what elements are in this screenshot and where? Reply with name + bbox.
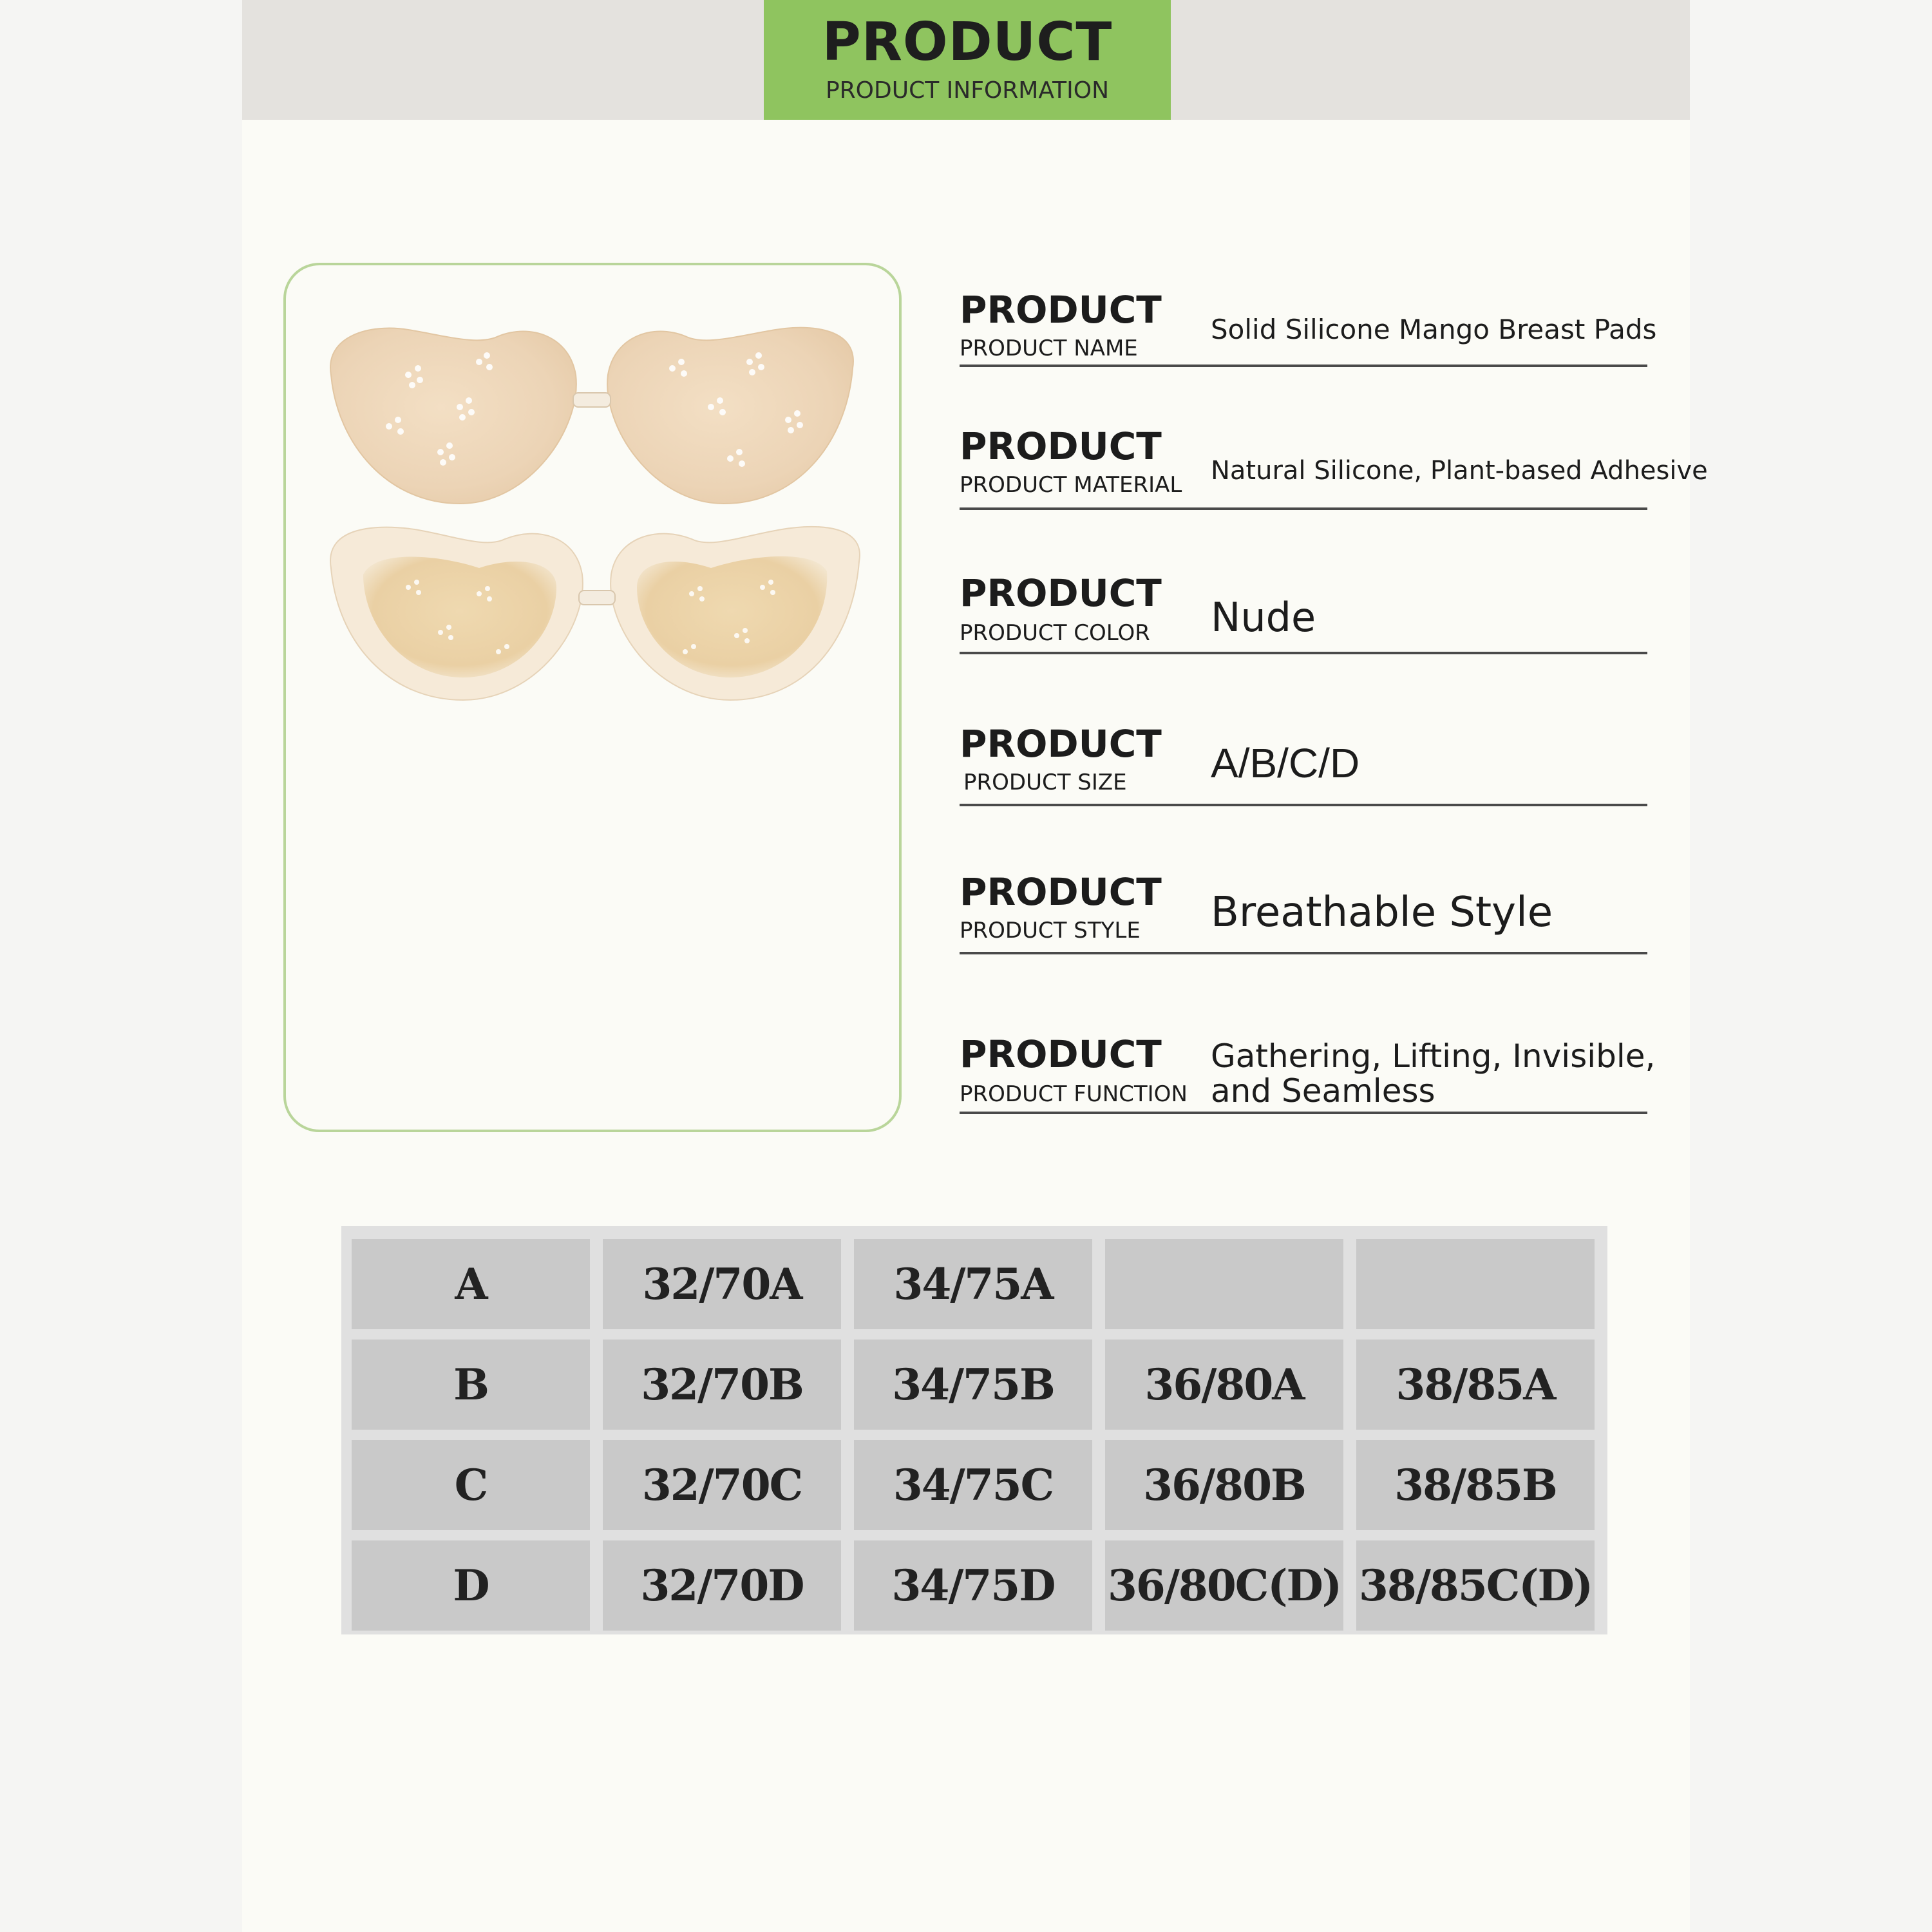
size-cell: 36/80A (1105, 1340, 1343, 1430)
spec-heading: PRODUCT (960, 288, 1162, 332)
spec-label-size: PRODUCT SIZE (963, 770, 1127, 795)
spec-heading: PRODUCT (960, 424, 1162, 468)
header-tab (764, 0, 1171, 120)
size-cell: D (352, 1540, 590, 1631)
spec-value-function-line1: Gathering, Lifting, Invisible, (1211, 1037, 1656, 1075)
spec-label-style: PRODUCT STYLE (960, 918, 1141, 943)
size-cell: 32/70A (603, 1239, 841, 1329)
size-cell: 36/80C(D) (1105, 1540, 1343, 1631)
spec-row-material (960, 424, 1708, 510)
size-cell (1356, 1239, 1595, 1329)
spec-value-function-line2: and Seamless (1211, 1072, 1435, 1110)
size-cell: 32/70D (603, 1540, 841, 1631)
spec-heading: PRODUCT (960, 571, 1162, 615)
size-cell: 32/70B (603, 1340, 841, 1430)
size-cell: 32/70C (603, 1440, 841, 1530)
spec-value-material: Natural Silicone, Plant-based Adhesive (1211, 456, 1708, 486)
size-cell (1105, 1239, 1343, 1329)
size-cell: 34/75A (854, 1239, 1092, 1329)
spec-row-name (960, 288, 1657, 367)
spec-row-color (960, 571, 1647, 654)
spec-label-color: PRODUCT COLOR (960, 620, 1150, 646)
spec-label-name: PRODUCT NAME (960, 336, 1138, 361)
product-info-page (242, 0, 1708, 1932)
size-cell: 34/75C (854, 1440, 1092, 1530)
size-cell: 36/80B (1105, 1440, 1343, 1530)
size-cell: 34/75D (854, 1540, 1092, 1631)
size-cell: B (352, 1340, 590, 1430)
size-cell: A (352, 1239, 590, 1329)
size-cell: C (352, 1440, 590, 1530)
spec-row-function (960, 1032, 1656, 1114)
spec-label-function: PRODUCT FUNCTION (960, 1081, 1188, 1107)
spec-row-style (960, 870, 1647, 954)
spec-value-size: A/B/C/D (1211, 740, 1360, 786)
spec-heading: PRODUCT (960, 870, 1162, 914)
spec-row-size (960, 722, 1647, 806)
product-photo (286, 265, 899, 1130)
product-photo-frame (283, 263, 902, 1132)
spec-heading: PRODUCT (960, 1032, 1162, 1076)
size-cell: 38/85C(D) (1356, 1540, 1595, 1631)
spec-value-style: Breathable Style (1211, 889, 1553, 936)
size-table (341, 1226, 1607, 1634)
spec-value-name: Solid Silicone Mango Breast Pads (1211, 314, 1657, 345)
spec-value-color: Nude (1211, 594, 1316, 641)
header-subtitle: PRODUCT INFORMATION (825, 77, 1110, 104)
size-cell: 38/85A (1356, 1340, 1595, 1430)
spec-heading: PRODUCT (960, 722, 1162, 766)
size-cell: 38/85B (1356, 1440, 1595, 1530)
header-title: PRODUCT (822, 12, 1113, 73)
spec-label-material: PRODUCT MATERIAL (960, 472, 1182, 498)
bra-front-view (330, 328, 853, 504)
bra-inner-view (330, 527, 860, 700)
size-cell: 34/75B (854, 1340, 1092, 1430)
